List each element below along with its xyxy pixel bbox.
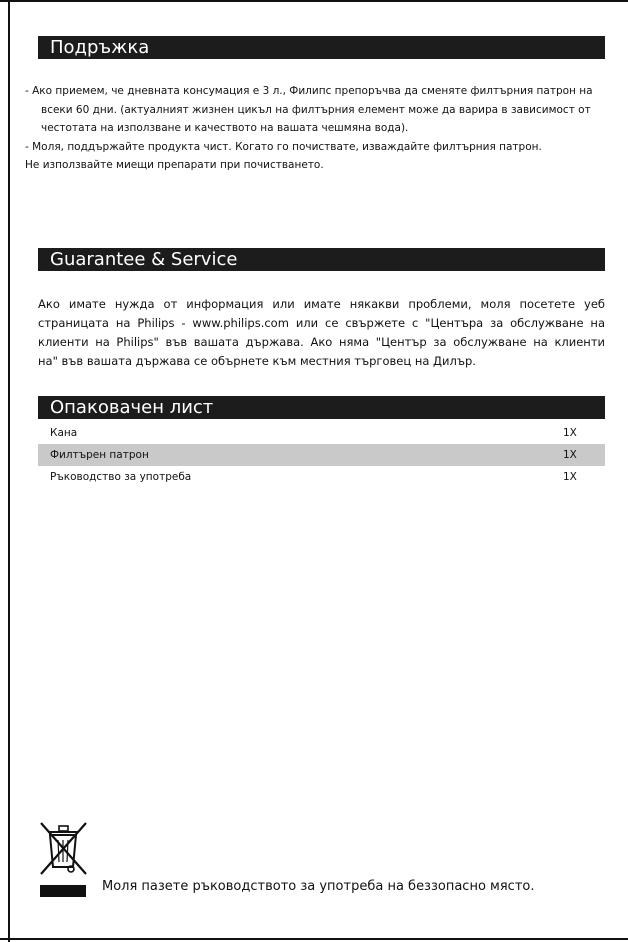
- maintenance-heading: Подръжка: [38, 36, 605, 59]
- packing-row: [38, 466, 605, 488]
- footer-note: Моля пазете ръководството за употреба на беззопасно място.: [102, 879, 535, 894]
- packing-item-qty: 1X: [563, 449, 577, 461]
- maintenance-line: - Моля, поддържайте продукта чист. Когато го почиствате, изваждайте филтърния патрон.: [25, 140, 542, 153]
- top-border: [0, 0, 628, 2]
- maintenance-line: всеки 60 дни. (актуалният жизнен цикъл на филтърния елемент може да варира в зависимост от: [41, 103, 591, 116]
- bottom-border: [0, 938, 628, 940]
- maintenance-line: Не използвайте миещи препарати при почистването.: [25, 159, 324, 171]
- maintenance-line: - Ако приемем, че дневната консумация е 3 л., Филипс препоръчва да сменяте филтърния патрон на: [25, 85, 593, 97]
- packing-row: [38, 422, 605, 444]
- guarantee-line: на" във вашата държава се обърнете към местния търговец на Дилър.: [38, 354, 476, 368]
- guarantee-heading: Guarantee & Service: [38, 248, 605, 271]
- crossed-out-wheelie-bin-icon: [38, 820, 90, 898]
- maintenance-text: [25, 82, 610, 175]
- packing-item-qty: 1X: [563, 471, 577, 483]
- packing-row: [38, 444, 605, 466]
- packing-item-qty: 1X: [563, 427, 577, 439]
- guarantee-line: Ако имате нужда от информация или имате някакви проблеми, моля посетете уеб: [38, 297, 605, 311]
- packing-item-name: Кана: [50, 427, 78, 439]
- guarantee-line: клиенти на Philips" във вашата държава. Ако няма "Център за обслужване на клиенти: [38, 335, 605, 349]
- packing-item-name: Ръководство за употреба: [50, 471, 192, 483]
- left-border: [8, 0, 10, 942]
- packing-heading: Опаковачен лист: [38, 396, 605, 419]
- packing-item-name: Филтърен патрон: [50, 449, 149, 461]
- guarantee-text: [38, 295, 605, 371]
- guarantee-line: страницата на Philips - www.philips.com или се свържете с "Центъра за обслужване на: [38, 316, 605, 330]
- maintenance-line: честотата на използване и качеството на вашата чешмяна вода).: [41, 122, 409, 134]
